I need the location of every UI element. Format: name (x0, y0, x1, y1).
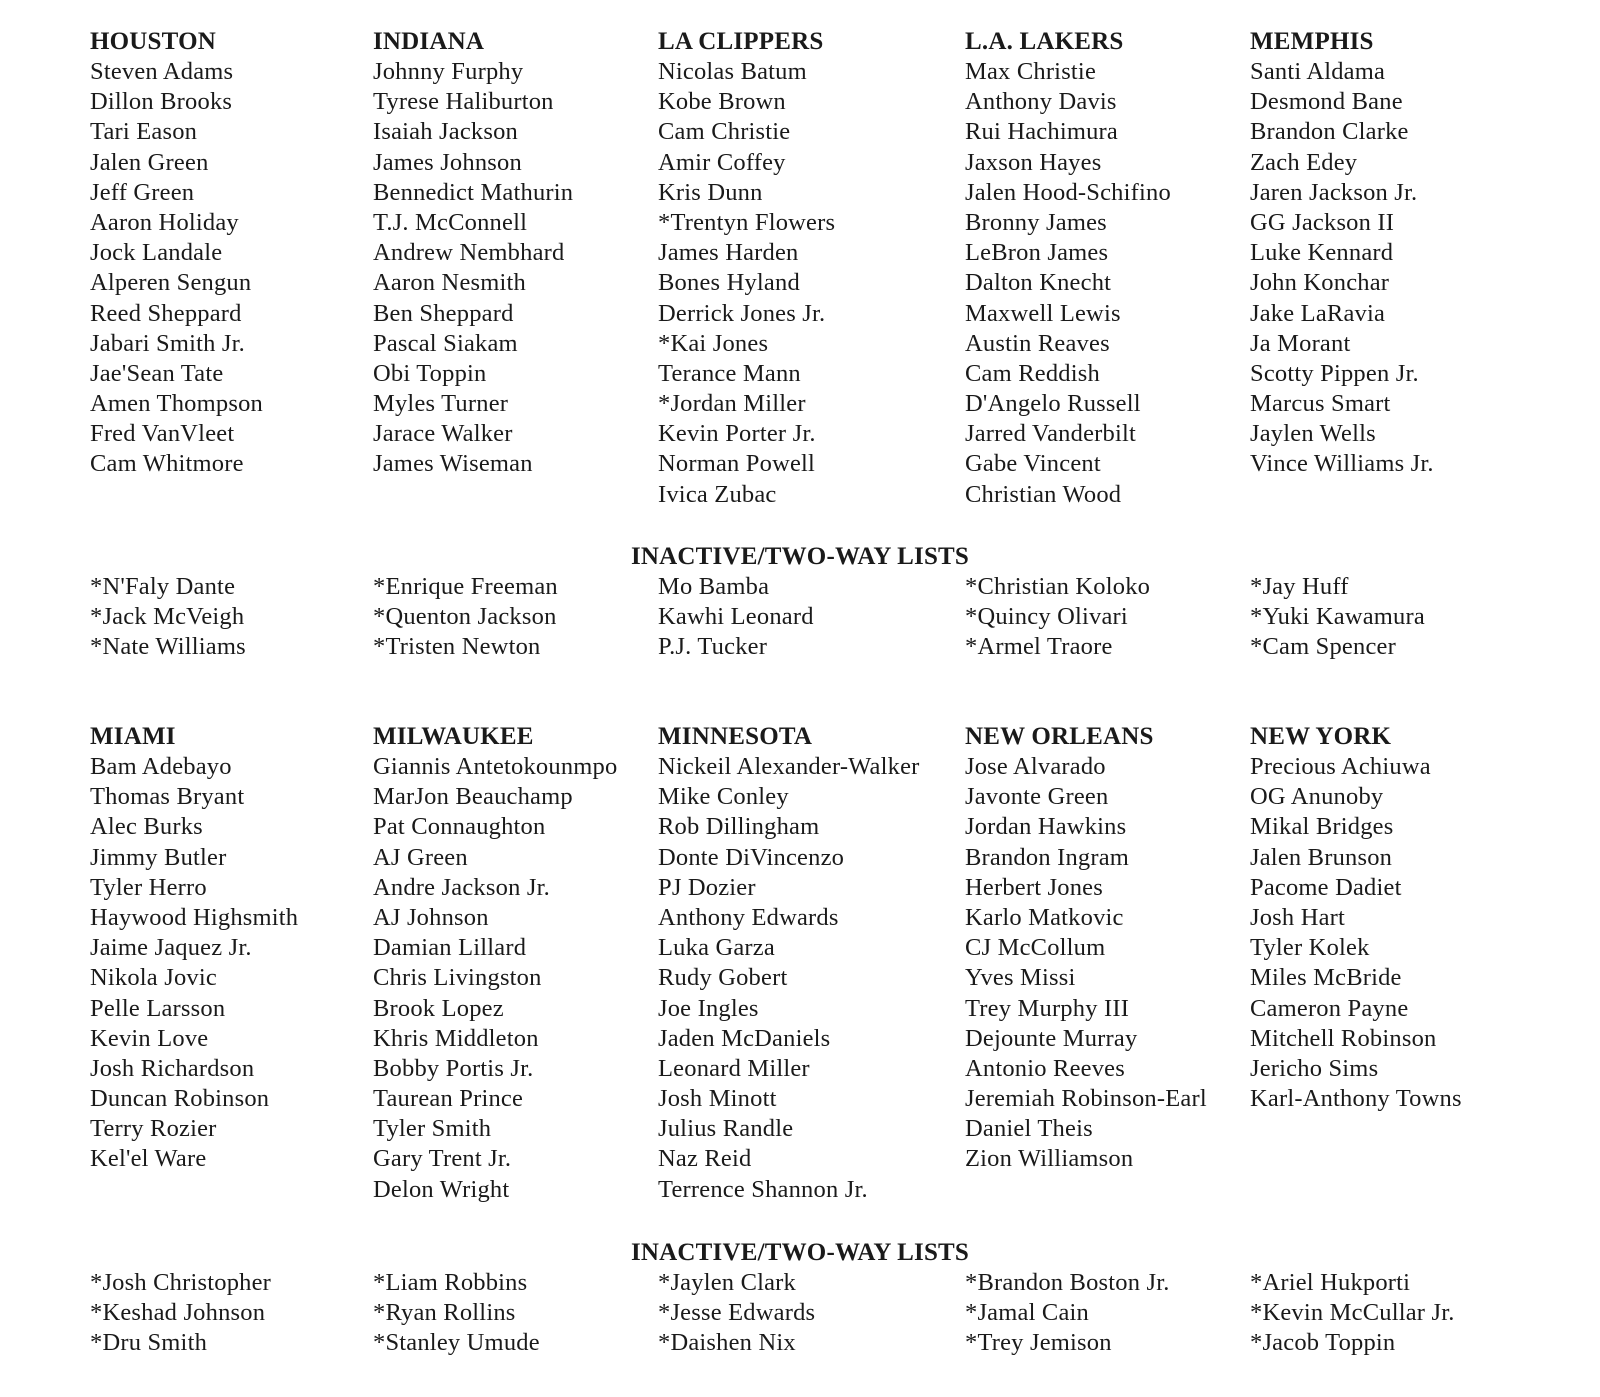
player: Isaiah Jackson (373, 118, 518, 146)
player: GG Jackson II (1250, 208, 1395, 236)
player: Donte DiVincenzo (658, 843, 845, 871)
player: Anthony Davis (965, 88, 1117, 116)
player: Bones Hyland (658, 269, 800, 297)
player: Pelle Larsson (90, 994, 226, 1022)
team-name: NEW YORK (1250, 723, 1392, 750)
inactive-player: *Jaylen Clark (658, 1269, 796, 1296)
player: Obi Toppin (373, 359, 487, 387)
inactive-player: *Enrique Freeman (373, 573, 558, 600)
player: Pacome Dadiet (1250, 873, 1402, 901)
inactive-player: *Dru Smith (90, 1329, 208, 1357)
inactive-column (1250, 1268, 1550, 1359)
inactive-column (373, 1268, 673, 1359)
inactive-column (965, 1268, 1265, 1359)
player: Max Christie (965, 58, 1097, 85)
player: Bronny James (965, 208, 1107, 236)
team-name: MINNESOTA (658, 723, 813, 750)
player: Jarred Vanderbilt (965, 420, 1136, 448)
inactive-lists-heading: INACTIVE/TWO-WAY LISTS (630, 1239, 970, 1266)
player: Haywood Highsmith (90, 903, 299, 931)
player: Alec Burks (90, 813, 203, 841)
player: Anthony Edwards (658, 903, 839, 931)
team-column-milwaukee (373, 722, 673, 1205)
player: Tari Eason (90, 118, 198, 146)
player: Rob Dillingham (658, 813, 820, 841)
player: Josh Minott (658, 1085, 777, 1113)
player: Ivica Zubac (658, 480, 777, 508)
team-column-indiana (373, 27, 673, 480)
player: Giannis Antetokounmpo (373, 753, 618, 780)
player: Terrence Shannon Jr. (658, 1175, 868, 1203)
player: Bennedict Mathurin (373, 178, 574, 206)
team-column-new-orleans (965, 722, 1265, 1175)
player: Herbert Jones (965, 873, 1103, 901)
player: Jimmy Butler (90, 843, 227, 871)
player: Derrick Jones Jr. (658, 299, 826, 327)
inactive-player: *Liam Robbins (373, 1269, 528, 1296)
player: Luka Garza (658, 934, 775, 962)
player: Mitchell Robinson (1250, 1024, 1437, 1052)
inactive-column (965, 572, 1265, 663)
player: AJ Johnson (373, 903, 489, 931)
player: CJ McCollum (965, 934, 1106, 962)
player: Nikola Jovic (90, 964, 217, 992)
player: MarJon Beauchamp (373, 783, 573, 811)
player: D'Angelo Russell (965, 390, 1141, 418)
player: Gary Trent Jr. (373, 1145, 512, 1173)
inactive-player: *Jacob Toppin (1250, 1329, 1396, 1357)
player: Jaren Jackson Jr. (1250, 178, 1418, 206)
player: Trey Murphy III (965, 994, 1130, 1022)
player: Mikal Bridges (1250, 813, 1394, 841)
player: Naz Reid (658, 1145, 752, 1173)
player: Joe Ingles (658, 994, 759, 1022)
inactive-player: *Christian Koloko (965, 573, 1151, 600)
inactive-column (1250, 572, 1550, 663)
player: Karl-Anthony Towns (1250, 1085, 1462, 1113)
inactive-column (373, 572, 673, 663)
inactive-player: *Jesse Edwards (658, 1299, 816, 1327)
player: Alperen Sengun (90, 269, 252, 297)
player: *Trentyn Flowers (658, 208, 836, 236)
player: LeBron James (965, 239, 1109, 267)
player: Yves Missi (965, 964, 1076, 992)
player: Cam Whitmore (90, 450, 244, 478)
inactive-player: *Ryan Rollins (373, 1299, 516, 1327)
team-column-minnesota (658, 722, 958, 1205)
player: Reed Sheppard (90, 299, 242, 327)
inactive-player: *Kevin McCullar Jr. (1250, 1299, 1455, 1327)
inactive-player: *Nate Williams (90, 633, 246, 661)
player: Scotty Pippen Jr. (1250, 359, 1419, 387)
player: Jordan Hawkins (965, 813, 1127, 841)
player: Zach Edey (1250, 148, 1358, 176)
team-column-miami (90, 722, 390, 1175)
team-column-houston (90, 27, 390, 480)
player: Jaylen Wells (1250, 420, 1376, 448)
team-column-la-lakers (965, 27, 1265, 510)
player: Dalton Knecht (965, 269, 1112, 297)
player: Jalen Green (90, 148, 209, 176)
player: PJ Dozier (658, 873, 756, 901)
player: Cam Reddish (965, 359, 1100, 387)
inactive-player: *Quincy Olivari (965, 603, 1128, 631)
player: Jarace Walker (373, 420, 513, 448)
player: Jericho Sims (1250, 1054, 1379, 1082)
player: Amen Thompson (90, 390, 263, 418)
player: Brandon Ingram (965, 843, 1130, 871)
player: Khris Middleton (373, 1024, 539, 1052)
player: Julius Randle (658, 1115, 794, 1143)
player: Desmond Bane (1250, 88, 1403, 116)
team-name: HOUSTON (90, 28, 216, 55)
player: Andre Jackson Jr. (373, 873, 550, 901)
team-name: L.A. LAKERS (965, 28, 1124, 55)
player: Jake LaRavia (1250, 299, 1386, 327)
player: Steven Adams (90, 58, 234, 85)
player: Jabari Smith Jr. (90, 329, 245, 357)
player: Mike Conley (658, 783, 789, 811)
player: T.J. McConnell (373, 208, 528, 236)
inactive-player: *Daishen Nix (658, 1329, 796, 1357)
player: AJ Green (373, 843, 468, 871)
player: Terry Rozier (90, 1115, 217, 1143)
inactive-player: *Keshad Johnson (90, 1299, 266, 1327)
player: Santi Aldama (1250, 58, 1386, 85)
player: Norman Powell (658, 450, 816, 478)
player: Jose Alvarado (965, 753, 1106, 780)
player: Christian Wood (965, 480, 1122, 508)
team-name: MEMPHIS (1250, 28, 1374, 55)
player: Miles McBride (1250, 964, 1402, 992)
player: Aaron Holiday (90, 208, 239, 236)
player: Dejounte Murray (965, 1024, 1138, 1052)
inactive-player: *Brandon Boston Jr. (965, 1269, 1170, 1296)
team-name: MILWAUKEE (373, 723, 534, 750)
inactive-player: *N'Faly Dante (90, 573, 236, 600)
player: Daniel Theis (965, 1115, 1093, 1143)
player: Pat Connaughton (373, 813, 546, 841)
player: Cam Christie (658, 118, 791, 146)
player: Kris Dunn (658, 178, 763, 206)
player: *Jordan Miller (658, 390, 806, 418)
player: Precious Achiuwa (1250, 753, 1431, 780)
player: Josh Richardson (90, 1054, 255, 1082)
inactive-player: *Armel Traore (965, 633, 1113, 661)
player: Vince Williams Jr. (1250, 450, 1434, 478)
inactive-player: *Stanley Umude (373, 1329, 540, 1357)
player: Josh Hart (1250, 903, 1346, 931)
player: Jeremiah Robinson-Earl (965, 1085, 1207, 1113)
player: Amir Coffey (658, 148, 786, 176)
inactive-player: P.J. Tucker (658, 633, 768, 661)
player: Kevin Love (90, 1024, 209, 1052)
team-column-memphis (1250, 27, 1550, 480)
player: Aaron Nesmith (373, 269, 526, 297)
player: Thomas Bryant (90, 783, 245, 811)
player: Dillon Brooks (90, 88, 233, 116)
inactive-player: *Tristen Newton (373, 633, 541, 661)
inactive-player: Kawhi Leonard (658, 603, 814, 631)
player: Jock Landale (90, 239, 223, 267)
player: Jaxson Hayes (965, 148, 1102, 176)
player: Rudy Gobert (658, 964, 788, 992)
player: Taurean Prince (373, 1085, 524, 1113)
player: Marcus Smart (1250, 390, 1391, 418)
player: Ben Sheppard (373, 299, 514, 327)
player: Jaden McDaniels (658, 1024, 831, 1052)
player: Bam Adebayo (90, 753, 232, 780)
player: Maxwell Lewis (965, 299, 1121, 327)
player: Ja Morant (1250, 329, 1351, 357)
player: Jaime Jaquez Jr. (90, 934, 252, 962)
player: Kobe Brown (658, 88, 786, 116)
player: Jalen Brunson (1250, 843, 1393, 871)
player: Kevin Porter Jr. (658, 420, 816, 448)
player: Leonard Miller (658, 1054, 810, 1082)
player: Tyler Smith (373, 1115, 492, 1143)
player: Jeff Green (90, 178, 195, 206)
inactive-player: *Quenton Jackson (373, 603, 557, 631)
player: Zion Williamson (965, 1145, 1134, 1173)
player: James Wiseman (373, 450, 533, 478)
inactive-player: *Jack McVeigh (90, 603, 245, 631)
player: Gabe Vincent (965, 450, 1101, 478)
inactive-player: *Yuki Kawamura (1250, 603, 1425, 631)
team-name: MIAMI (90, 723, 176, 750)
player: John Konchar (1250, 269, 1390, 297)
inactive-player: Mo Bamba (658, 573, 770, 600)
inactive-player: *Ariel Hukporti (1250, 1269, 1411, 1296)
player: Bobby Portis Jr. (373, 1054, 534, 1082)
player: Brandon Clarke (1250, 118, 1409, 146)
inactive-player: *Josh Christopher (90, 1269, 272, 1296)
player: *Kai Jones (658, 329, 769, 357)
player: Jae'Sean Tate (90, 359, 224, 387)
inactive-player: *Trey Jemison (965, 1329, 1112, 1357)
player: Terance Mann (658, 359, 801, 387)
inactive-lists-heading: INACTIVE/TWO-WAY LISTS (630, 543, 970, 570)
player: Karlo Matkovic (965, 903, 1124, 931)
player: Myles Turner (373, 390, 509, 418)
team-name: LA CLIPPERS (658, 28, 824, 55)
player: Luke Kennard (1250, 239, 1394, 267)
player: Fred VanVleet (90, 420, 235, 448)
player: Chris Livingston (373, 964, 542, 992)
player: Austin Reaves (965, 329, 1110, 357)
inactive-player: *Jay Huff (1250, 573, 1349, 600)
team-column-la-clippers (658, 27, 958, 510)
team-column-new-york (1250, 722, 1550, 1114)
player: Pascal Siakam (373, 329, 518, 357)
team-name: INDIANA (373, 28, 485, 55)
player: Kel'el Ware (90, 1145, 207, 1173)
player: Duncan Robinson (90, 1085, 270, 1113)
player: Damian Lillard (373, 934, 527, 962)
player: Tyler Herro (90, 873, 207, 901)
player: Nickeil Alexander-Walker (658, 753, 920, 780)
player: Johnny Furphy (373, 58, 524, 85)
player: Cameron Payne (1250, 994, 1409, 1022)
inactive-player: *Cam Spencer (1250, 633, 1396, 661)
player: Jalen Hood-Schifino (965, 178, 1171, 206)
player: OG Anunoby (1250, 783, 1384, 811)
player: Javonte Green (965, 783, 1109, 811)
player: Brook Lopez (373, 994, 504, 1022)
player: Tyler Kolek (1250, 934, 1370, 962)
inactive-player: *Jamal Cain (965, 1299, 1089, 1327)
player: James Johnson (373, 148, 522, 176)
player: Rui Hachimura (965, 118, 1118, 146)
inactive-column (90, 572, 390, 663)
player: Andrew Nembhard (373, 239, 565, 267)
player: Nicolas Batum (658, 58, 807, 85)
inactive-column (658, 572, 958, 663)
player: Antonio Reeves (965, 1054, 1125, 1082)
team-name: NEW ORLEANS (965, 723, 1154, 750)
player: James Harden (658, 239, 799, 267)
inactive-column (658, 1268, 958, 1359)
player: Tyrese Haliburton (373, 88, 554, 116)
inactive-column (90, 1268, 390, 1359)
player: Delon Wright (373, 1175, 510, 1203)
